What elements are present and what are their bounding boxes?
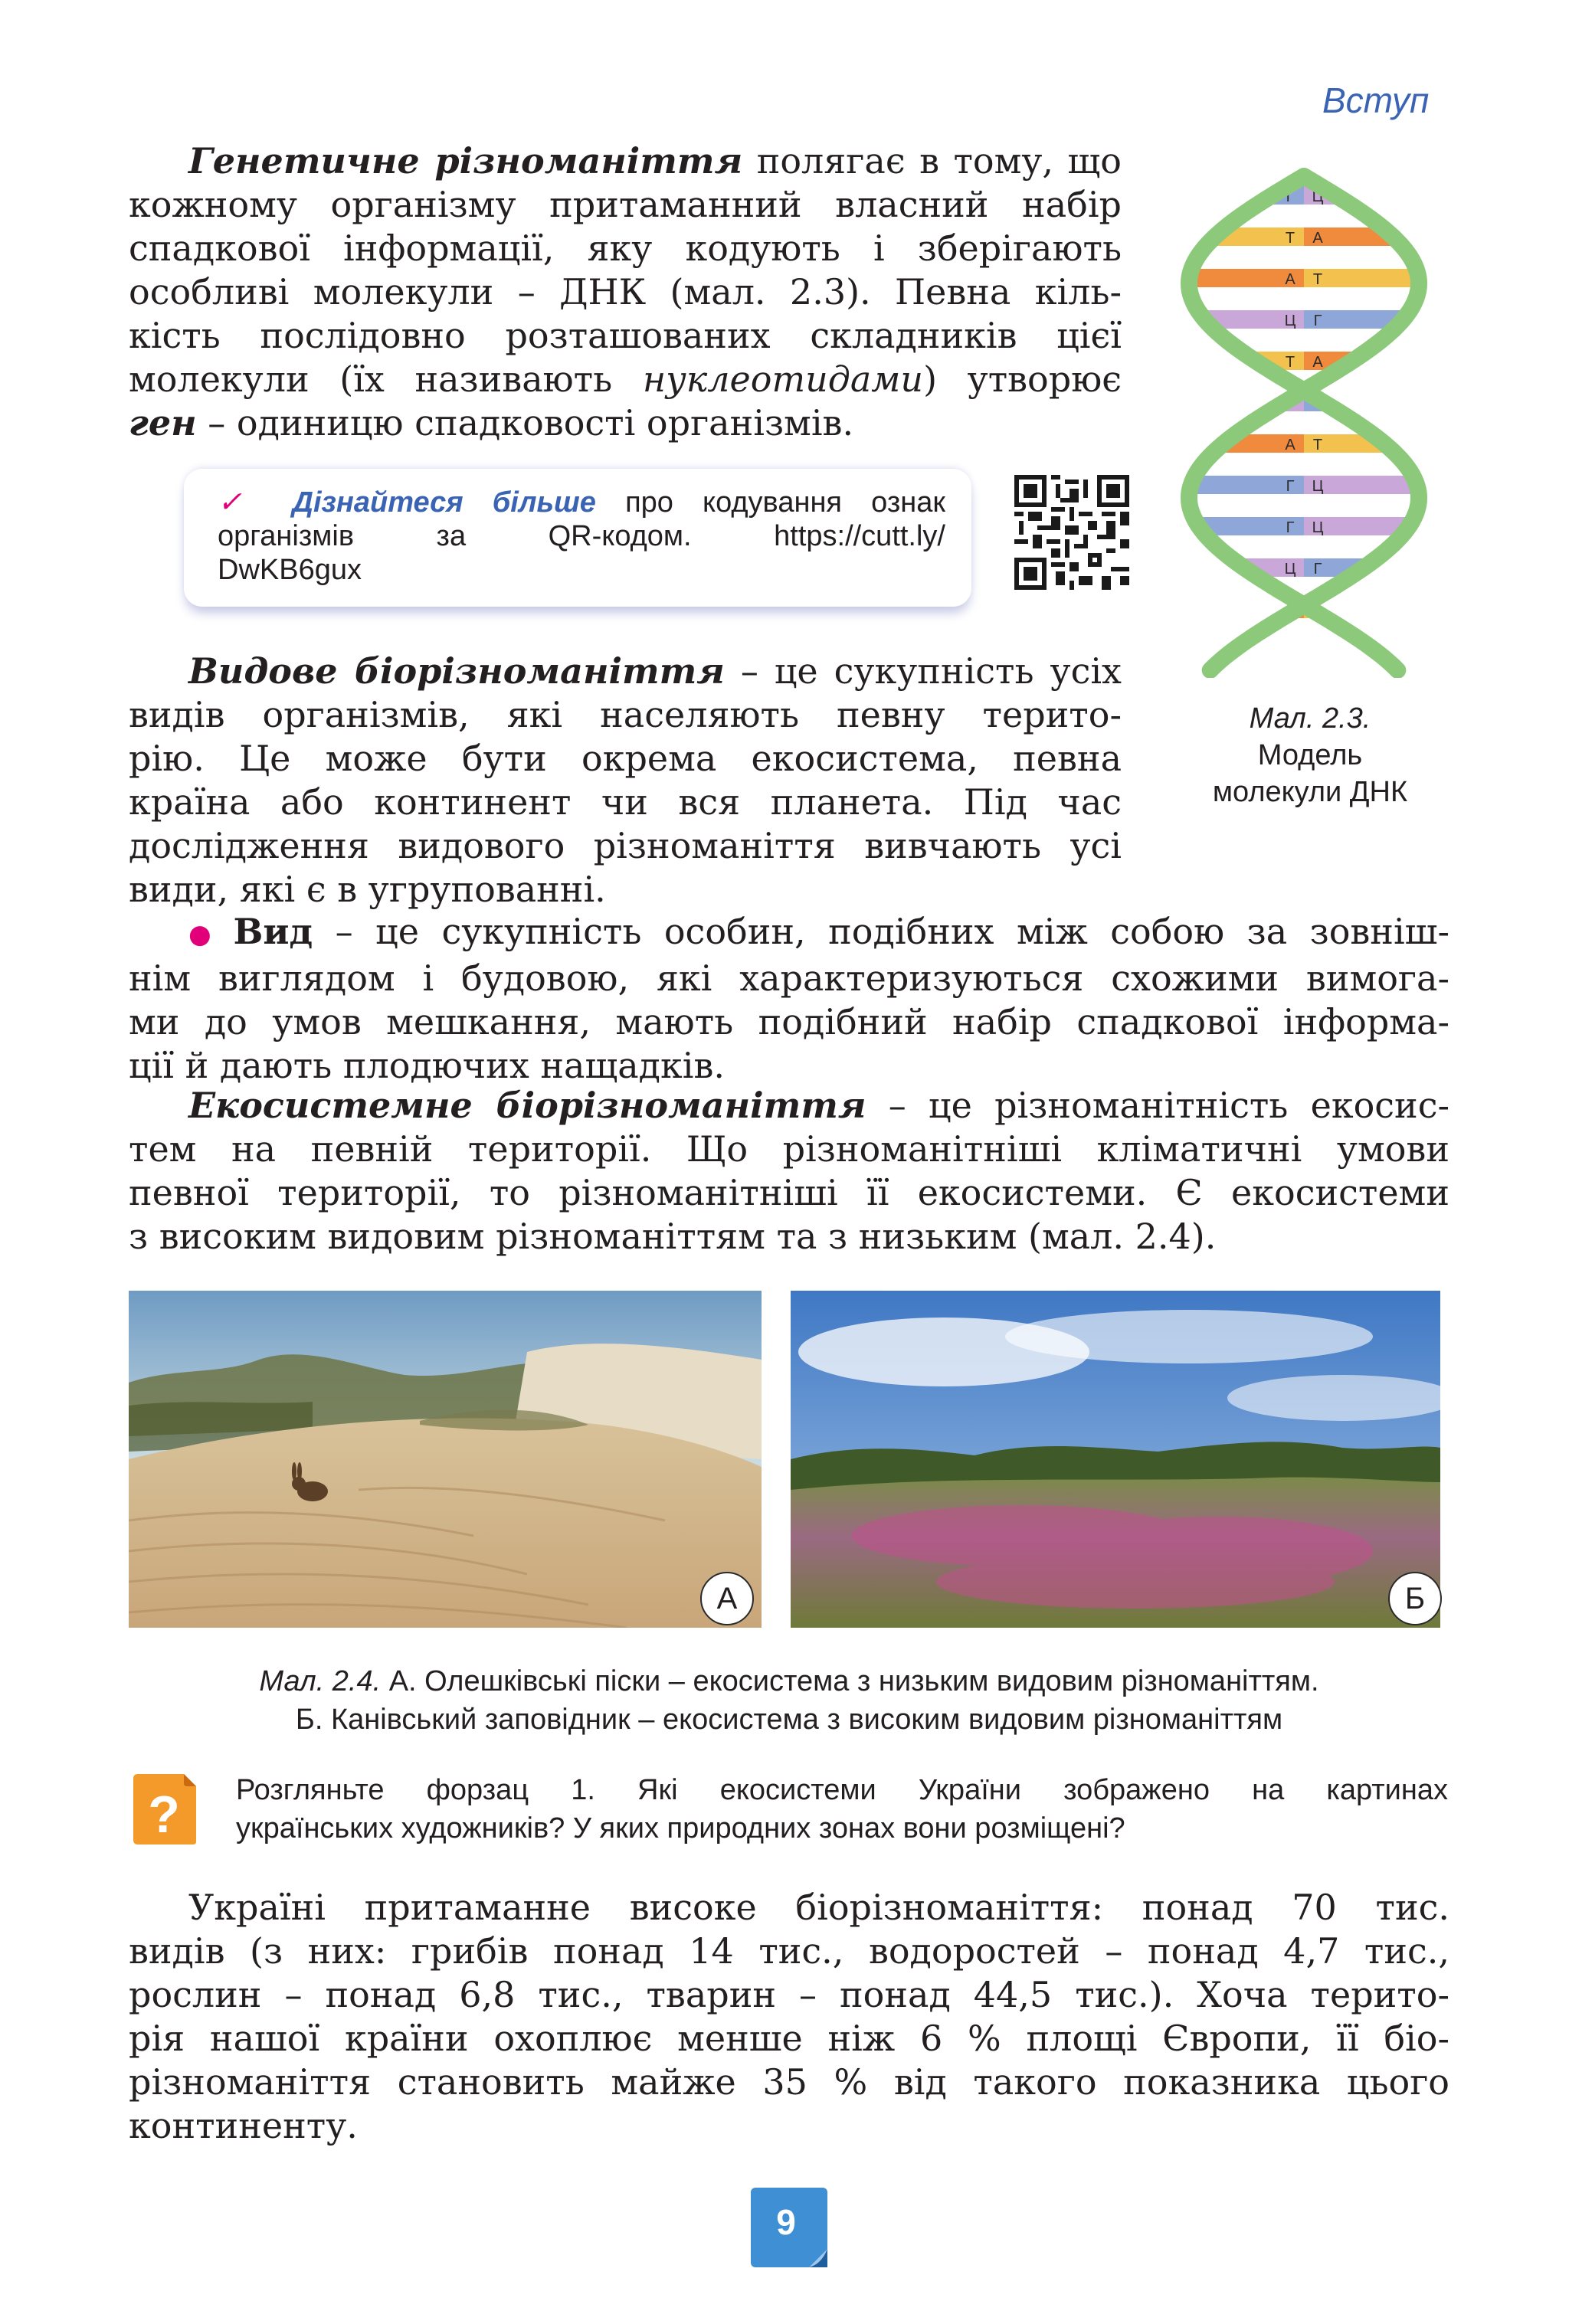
bullet-icon: ● (188, 918, 223, 950)
text-line: рослин – понад 6,8 тис., тварин – понад 44,5 тис.). Хоча терито- (129, 1974, 1449, 2015)
nucleotide-label: Т (1312, 437, 1323, 453)
photo-oleshky-sands (129, 1291, 762, 1628)
nucleotide-label: А (1285, 271, 1295, 288)
learn-more-title: Дізнайтеся більше (292, 486, 596, 519)
nucleotide-label: Г (1286, 188, 1295, 205)
nucleotide-label: А (1285, 437, 1295, 453)
nucleotide-label: Ц (1284, 313, 1296, 329)
checkmark-icon: ✓ (218, 486, 264, 519)
term-nucleotides: нуклеотидами (642, 358, 924, 400)
text-line: нім виглядом і будовою, які характеризуються схожими вимога- (129, 957, 1449, 999)
photo-badge-b: Б (1388, 1572, 1442, 1625)
caption-fragment: А. Олешківські піски – екосистема з низьким видовим різноманіттям. (381, 1665, 1319, 1697)
term-gene: ген (129, 402, 197, 444)
text-line: види, які є в угрупованні. (129, 869, 606, 910)
figure-number: Мал. 2.3. (1249, 702, 1371, 735)
learn-more-link-tail[interactable]: DwKB6gux (218, 554, 362, 586)
nucleotide-label: А (1312, 230, 1323, 247)
text-fragment: про кодування ознак (595, 486, 945, 519)
nucleotide-label: Г (1313, 313, 1322, 329)
nucleotide-label: Ц (1312, 519, 1324, 536)
question-text (236, 1771, 1448, 1848)
nucleotide-label: Г (1286, 478, 1295, 495)
nucleotide-label: А (1312, 354, 1323, 371)
nucleotide-label: Т (1285, 354, 1295, 371)
photo-badge-a: А (700, 1572, 754, 1625)
text-line: рія нашої країни охоплює менше ніж 6 % площі Європи, її біо- (129, 2018, 1449, 2059)
learn-more-link-text[interactable]: організмів за QR-кодом. https://cutt.ly/ (218, 520, 945, 552)
figure-2-3-caption (1164, 700, 1456, 810)
nucleotide-label: Г (1286, 519, 1295, 536)
text-line: видів організмів, які населяють певну терито- (129, 694, 1122, 735)
section-title: Вступ (1322, 80, 1430, 120)
text-line: певної території, то різноманітніші її екосистеми. Є екосистеми (129, 1172, 1449, 1213)
text-fragment: ) утворює (923, 358, 1122, 400)
nucleotide-label: Ц (1284, 561, 1296, 578)
question-mark: ? (148, 1786, 180, 1844)
text-line: кожному організму притаманний власний набір (129, 184, 1122, 225)
caption-line: Б. Канівський заповідник – екосистема з високим видовим різноманіттям (295, 1704, 1283, 1736)
photo-kaniv-reserve (791, 1291, 1440, 1628)
text-line: рію. Це може бути окрема екосистема, певна (129, 738, 1122, 779)
text-fragment: – одиницю спадковості організмів. (196, 402, 854, 444)
text-fragment: – це сукупність особин, подібних між собою за зовніш- (313, 911, 1449, 952)
figure-2-4-caption (115, 1662, 1463, 1739)
definition-species (129, 910, 1449, 1088)
paragraph-ukraine-biodiversity (129, 1886, 1449, 2148)
learn-more-box (184, 469, 971, 607)
text-line: кість послідовно розташованих складників цієї (129, 315, 1122, 356)
text-line: видів (з них: грибів понад 14 тис., водоростей – понад 4,7 тис., (129, 1930, 1449, 1972)
page-number-badge (748, 2185, 838, 2275)
qr-code-icon[interactable] (1014, 475, 1129, 590)
text-line: Україні притаманне високе біорізноманіття: понад 70 тис. (188, 1887, 1449, 1928)
nucleotide-label: Ц (1312, 188, 1324, 205)
page-number: 9 (776, 2202, 796, 2242)
text-line: особливі молекули – ДНК (мал. 2.3). Певна кіль- (129, 271, 1122, 313)
caption-line: Модель (1257, 739, 1363, 771)
text-line: континенту. (129, 2105, 358, 2146)
paragraph-genetic-diversity (129, 139, 1122, 445)
paragraph-species-diversity (129, 650, 1122, 912)
text-line: ми до умов мешкання, мають подібний набір спадкової інформа- (129, 1000, 1449, 1043)
text-line: спадкової інформації, яку кодують і зберігають (129, 227, 1122, 269)
figure-number: Мал. 2.4. (259, 1665, 382, 1697)
text-line: ції й дають плодючих нащадків. (129, 1044, 725, 1086)
term-species-diversity: Видове біорізноманіття (188, 650, 725, 692)
text-fragment: молекули (їх називають (129, 358, 643, 400)
nucleotide-label: Т (1285, 230, 1295, 247)
question-line: українських художників? У яких природних зонах вони розміщені? (236, 1812, 1125, 1844)
paragraph-ecosystem-diversity (129, 1084, 1449, 1259)
text-fragment: – це сукупність усіх (724, 650, 1122, 692)
term-genetic-diversity: Генетичне різноманіття (188, 140, 743, 182)
question-line: Розгляньте форзац 1. Які екосистеми України зображено на картинах (236, 1774, 1448, 1806)
text-line: дослідження видового різноманіття вивчають усі (129, 825, 1122, 866)
nucleotide-label: Г (1313, 561, 1322, 578)
question-icon (130, 1771, 199, 1848)
text-line: з високим видовим різноманіттям та з низьким (мал. 2.4). (129, 1216, 1217, 1257)
text-line: тем на певній території. Що різноманітніші кліматичні умови (129, 1128, 1449, 1170)
caption-line: молекули ДНК (1212, 776, 1408, 808)
term-species: Вид (233, 911, 313, 952)
dna-model-figure (1166, 161, 1442, 678)
text-line: полягає в тому, що (742, 140, 1122, 182)
nucleotide-label: Т (1312, 271, 1323, 288)
text-line: країна або континент чи вся планета. Під час (129, 781, 1122, 823)
text-fragment: – це різноманітність екосис- (866, 1085, 1449, 1126)
nucleotide-label: Ц (1312, 478, 1324, 495)
text-line: різноманіття становить майже 35 % від такого показника цього (129, 2061, 1449, 2103)
term-ecosystem-diversity: Екосистемне біорізноманіття (188, 1085, 866, 1126)
dna-backbone (1189, 176, 1419, 670)
